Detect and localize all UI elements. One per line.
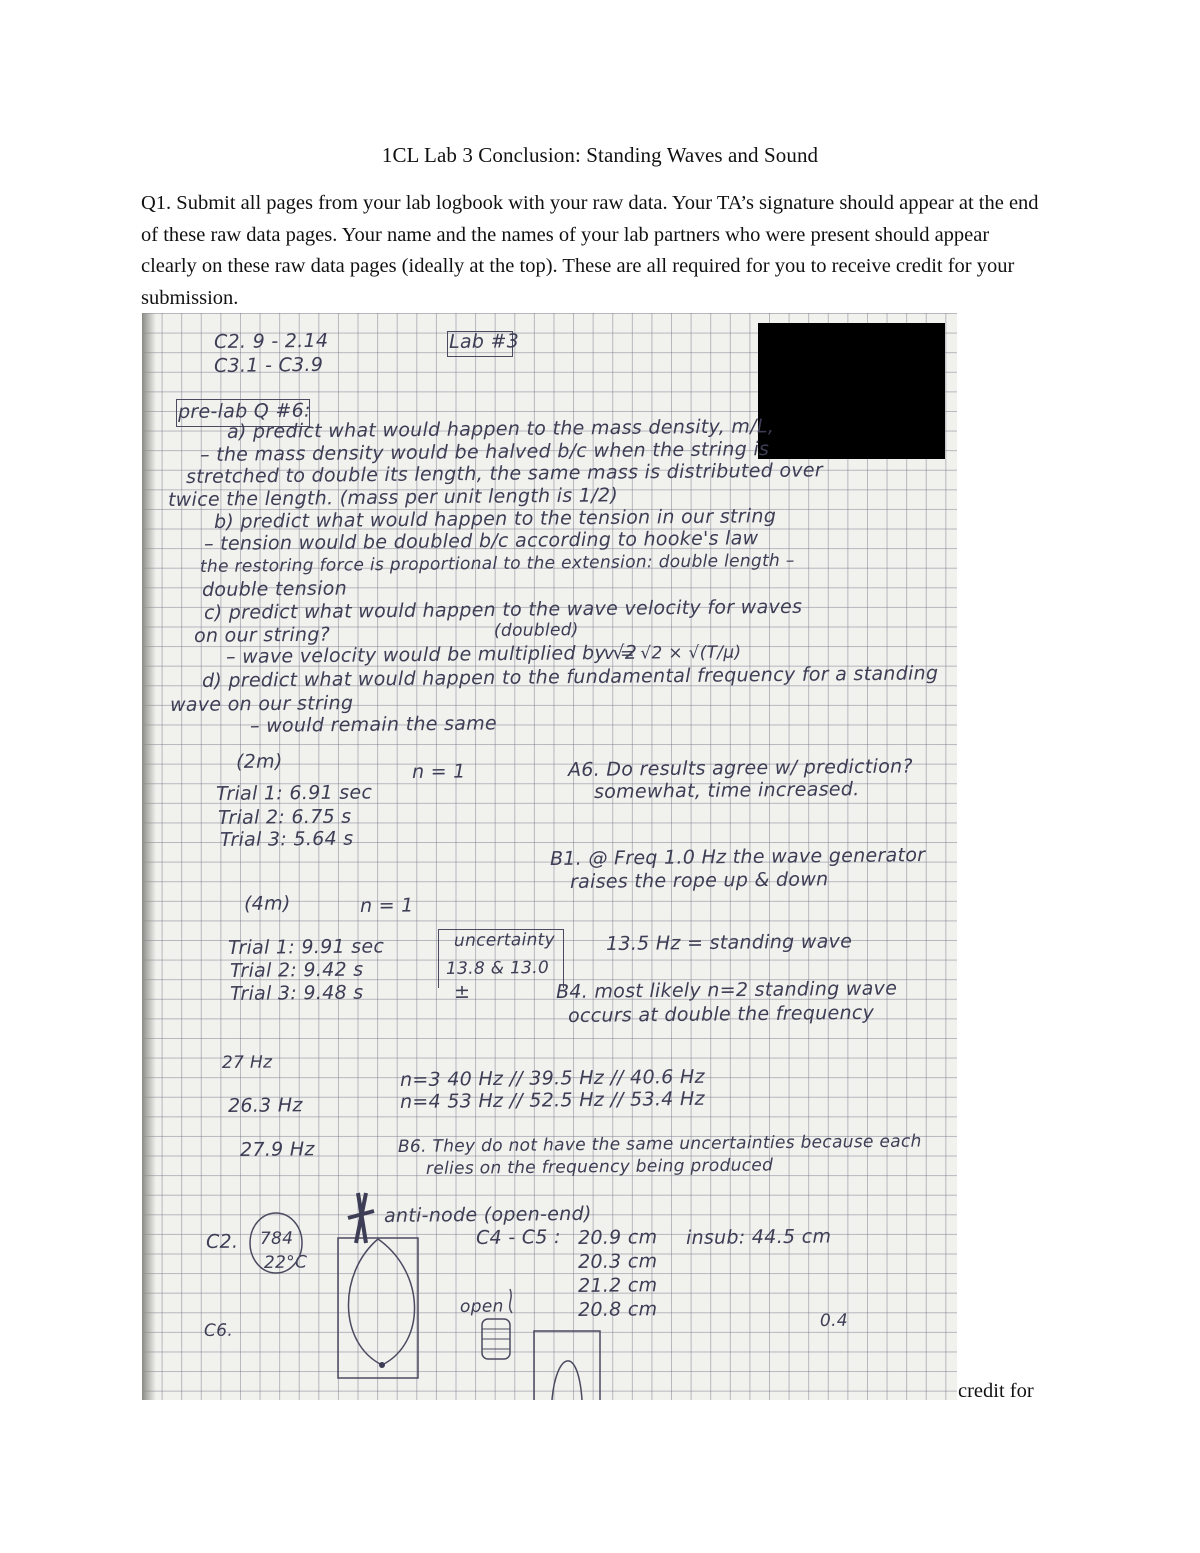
note-small-value: 0.4 [819,1310,849,1331]
tuning-fork-mark [348,1193,374,1243]
trials-2m-label: (2m) [235,750,283,773]
harmonic-n3: n=3 40 Hz // 39.5 Hz // 40.6 Hz [399,1065,705,1091]
wave-envelope [348,1239,414,1365]
note-open: open [459,1296,504,1317]
c-value-2: 20.3 cm [577,1250,658,1273]
range-c2: C2. 9 - 2.14 [213,329,329,353]
fork-small [510,1289,512,1313]
note-c2: C2. [205,1230,239,1253]
prelab-c-formula: v = √2 × √(T/μ) [603,642,742,664]
note-antinode: anti-node (open-end) [383,1202,592,1227]
note-b6-1: B6. They do not have the same uncertainties because each [397,1131,922,1157]
c-value-3: 21.2 cm [577,1274,658,1297]
trials-4m-trial-3: Trial 3: 9.48 s [229,981,364,1005]
temp-1: 784 [259,1228,294,1249]
note-b6-2: relies on the frequency being produced [425,1155,774,1179]
prelab-b-answer-1: – tension would be doubled b/c according to hooke's law [203,527,759,555]
note-b1-1: B1. @ Freq 1.0 Hz the wave generator [549,844,926,870]
prelab-a-answer-3: twice the length. (mass per unit length is 1/2) [167,484,619,511]
trials-2m-n: n = 1 [411,760,466,783]
trials-2m-trial-2: Trial 2: 6.75 s [217,805,352,829]
logbook-photo [142,313,957,1400]
prelab-b-answer-2: the restoring force is proportional to the extension: double length – [199,550,795,577]
note-insub: insub: 44.5 cm [685,1225,832,1249]
freq-27: 27 Hz [221,1052,273,1073]
prelab-c-note: (doubled) [493,620,579,641]
note-b4-1: B4. most likely n=2 standing wave [555,977,898,1003]
prelab-b-answer-3: double tension [201,577,348,601]
range-c3: C3.1 - C3.9 [213,353,324,377]
trailing-text: credit for [958,1380,1034,1402]
prelab-d-answer: – would remain the same [249,712,498,737]
trials-4m-trial-2: Trial 2: 9.42 s [229,958,364,982]
uncertainty-label: uncertainty [453,929,556,951]
temp-circle [250,1213,302,1273]
note-a6-1: A6. Do results agree w/ prediction? [567,755,913,781]
page-title: 1CL Lab 3 Conclusion: Standing Waves and Sound [381,143,819,167]
prelab-d-question-1: d) predict what would happen to the fundamental frequency for a standing [201,662,939,692]
prelab-c-question-1: c) predict what would happen to the wave velocity for waves [203,595,803,624]
uncertainty-pm: ± [453,980,471,1003]
prelab-b-question: b) predict what would happen to the tension in our string [213,505,777,533]
note-standing-wave: 13.5 Hz = standing wave [605,930,853,955]
temp-2: 22°C [263,1252,308,1273]
tube-outline-2 [534,1331,600,1400]
freq-27-9: 27.9 Hz [239,1138,315,1161]
prelab-label: pre-lab Q #6: [177,399,311,423]
prelab-a-question: a) predict what would happen to the mass density, m/L, [226,415,775,443]
c-value-1: 20.9 cm [577,1226,658,1249]
freq-26-3: 26.3 Hz [227,1094,303,1117]
tube-sketch [142,313,957,1400]
prelab-c-answer: – wave velocity would be multiplied by √2 [225,641,638,668]
trials-4m-label: (4m) [243,892,291,915]
trials-2m-trial-1: Trial 1: 6.91 sec [215,781,373,805]
lab-label: Lab #3 [448,330,520,353]
note-b1-2: raises the rope up & down [569,868,829,893]
trials-4m-trial-1: Trial 1: 9.91 sec [227,935,385,959]
tube-outline [338,1238,418,1378]
cup-hatch [482,1329,510,1349]
note-a6-2: somewhat, time increased. [593,778,860,803]
note-b4-2: occurs at double the frequency [567,1001,875,1027]
question-text: Q1. Submit all pages from your lab logbook with your raw data. Your TA’s signature should appear at the end of these raw data pages. Your name and the names of your lab partners who were present should appear clearly on these raw data pages (ideally at the top). These are all required for you to receive credit for your submission. [141,192,1039,309]
note-c4-c5: C4 - C5 : [475,1226,561,1249]
uncertainty-values: 13.8 & 13.0 [445,957,550,979]
trials-4m-n: n = 1 [359,894,414,917]
harmonic-n4: n=4 53 Hz // 52.5 Hz // 53.4 Hz [399,1087,705,1113]
trials-2m-trial-3: Trial 3: 5.64 s [219,827,354,851]
prelab-a-answer-2: stretched to double its length, the same mass is distributed over [185,459,824,488]
prelab-c-question-2: on our string? [193,623,331,647]
prelab-d-question-2: wave on our string [169,692,354,716]
prelab-a-answer-1: – the mass density would be halved b/c when the string is [199,438,770,466]
node-dot [379,1362,385,1368]
note-c6: C6. [203,1320,234,1341]
wave-envelope-2 [552,1361,582,1400]
c-value-4: 20.8 cm [577,1298,658,1321]
